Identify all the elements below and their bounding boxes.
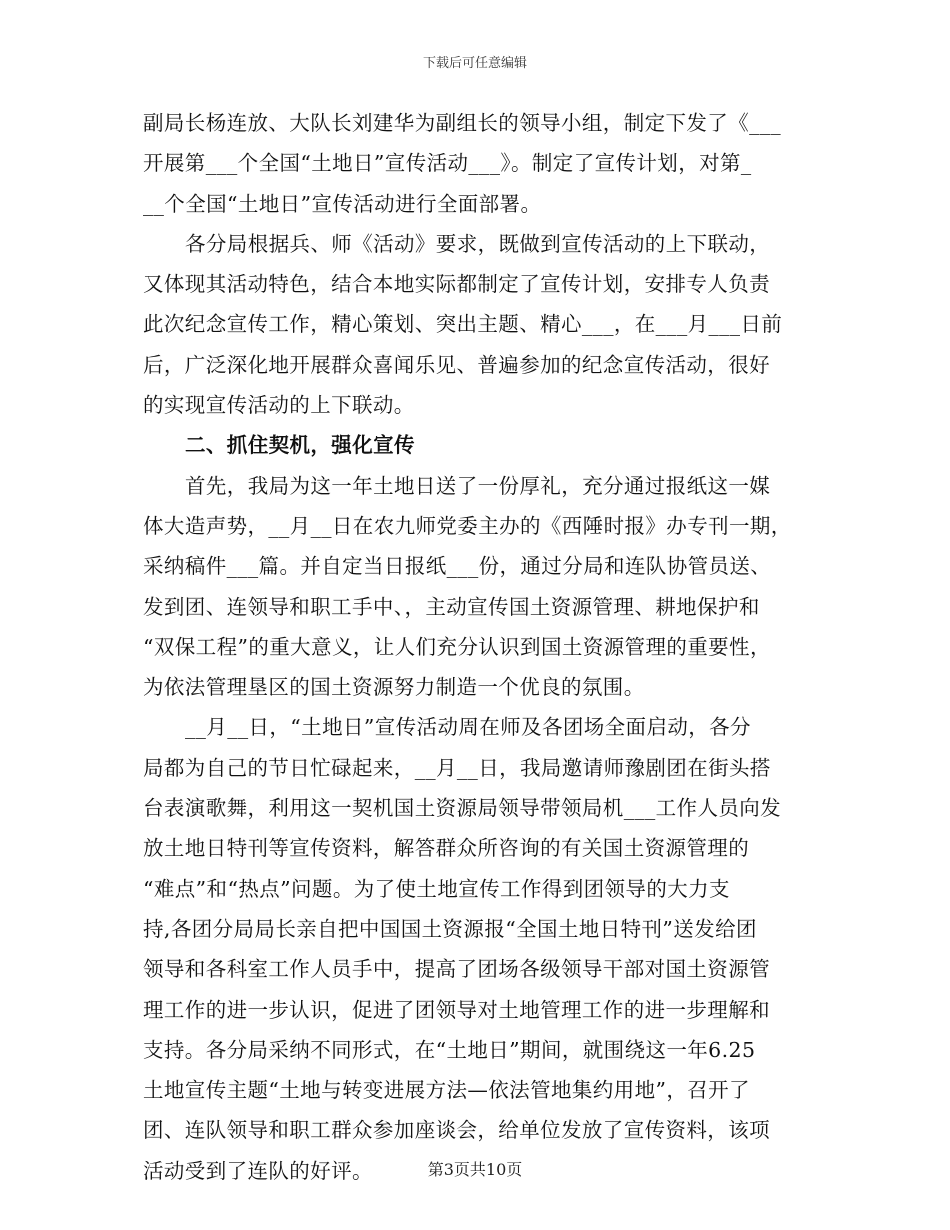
text-line: “难点”和“热点”问题。为了使土地宣传工作得到团领导的大力支: [143, 876, 730, 901]
text-line: 发到团、连领导和职工手中、，主动宣传国土资源管理、耕地保护和: [143, 594, 760, 619]
text-line: 副局长杨连放、大队长刘建华为副组长的领导小组，制定下发了《___: [143, 111, 782, 135]
text-line: 活动受到了连队的好评。: [143, 1158, 373, 1183]
paragraph-start-line: 首先，我局为这一年土地日送了一份厚礼，充分通过报纸这一媒: [185, 473, 771, 498]
text-line: __个全国“土地日”宣传活动进行全面部署。: [143, 191, 542, 216]
text-line: 此次纪念宣传工作，精心策划、突出主题、精心___，在___月___日前: [143, 312, 783, 337]
text-line: 放土地日特刊等宣传资料，解答群众所咨询的有关国土资源管理的: [143, 836, 750, 861]
text-line: 台表演歌舞，利用这一契机国土资源局领导带领局机___工作人员向发: [143, 796, 782, 821]
text-line: 持,各团分局局长亲自把中国国土资源报“全国土地日特刊”送发给团: [143, 916, 757, 941]
paragraph-start-line: 各分局根据兵、师《活动》要求，既做到宣传活动的上下联动，: [185, 231, 771, 256]
page-number-footer: 第3页共10页: [427, 1160, 523, 1179]
text-line: 的实现宣传活动的上下联动。: [143, 393, 415, 418]
text-line: 局都为自己的节日忙碌起来，__月__日，我局邀请师豫剧团在街头搭: [143, 755, 771, 780]
paragraph-start-line: __月__日，“土地日”宣传活动周在师及各团场全面启动，各分: [185, 715, 751, 740]
text-line: “双保工程”的重大意义，让人们充分认识到国土资源管理的重要性，: [143, 634, 771, 659]
text-line: 体大造声势，__月__日在农九师党委主办的《西陲时报》办专刊一期，: [143, 513, 792, 538]
text-line: 土地宣传主题“土地与转变进展方法—依法管地集约用地”，召开了: [143, 1078, 750, 1103]
text-line: 团、连队领导和职工群众参加座谈会，给单位发放了宣传资料，该项: [143, 1118, 770, 1143]
header-note: 下载后可任意编辑: [422, 56, 527, 71]
text-line: 为依法管理垦区的国土资源努力制造一个优良的氛围。: [143, 675, 645, 700]
text-line: 理工作的进一步认识，促进了团领导对土地管理工作的进一步理解和: [143, 997, 770, 1022]
text-line: 采纳稿件___篇。并自定当日报纸___份，通过分局和连队协管员送、: [143, 554, 772, 579]
text-line: 后，广泛深化地开展群众喜闻乐见、普遍参加的纪念宣传活动，很好: [143, 352, 770, 377]
section-heading: 二、抓住契机，强化宣传: [185, 433, 415, 458]
text-line: 开展第___个全国“土地日”宣传活动___》。制定了宣传计划，对第_: [143, 151, 752, 176]
text-line: 领导和各科室工作人员手中，提高了团场各级领导干部对国土资源管: [143, 957, 770, 982]
body-text: [143, 103, 809, 1191]
text-line: 又体现其活动特色，结合本地实际都制定了宣传计划，安排专人负责: [143, 272, 770, 297]
text-line: 支持。各分局采纳不同形式，在“土地日”期间，就围绕这一年6.25: [143, 1037, 756, 1062]
